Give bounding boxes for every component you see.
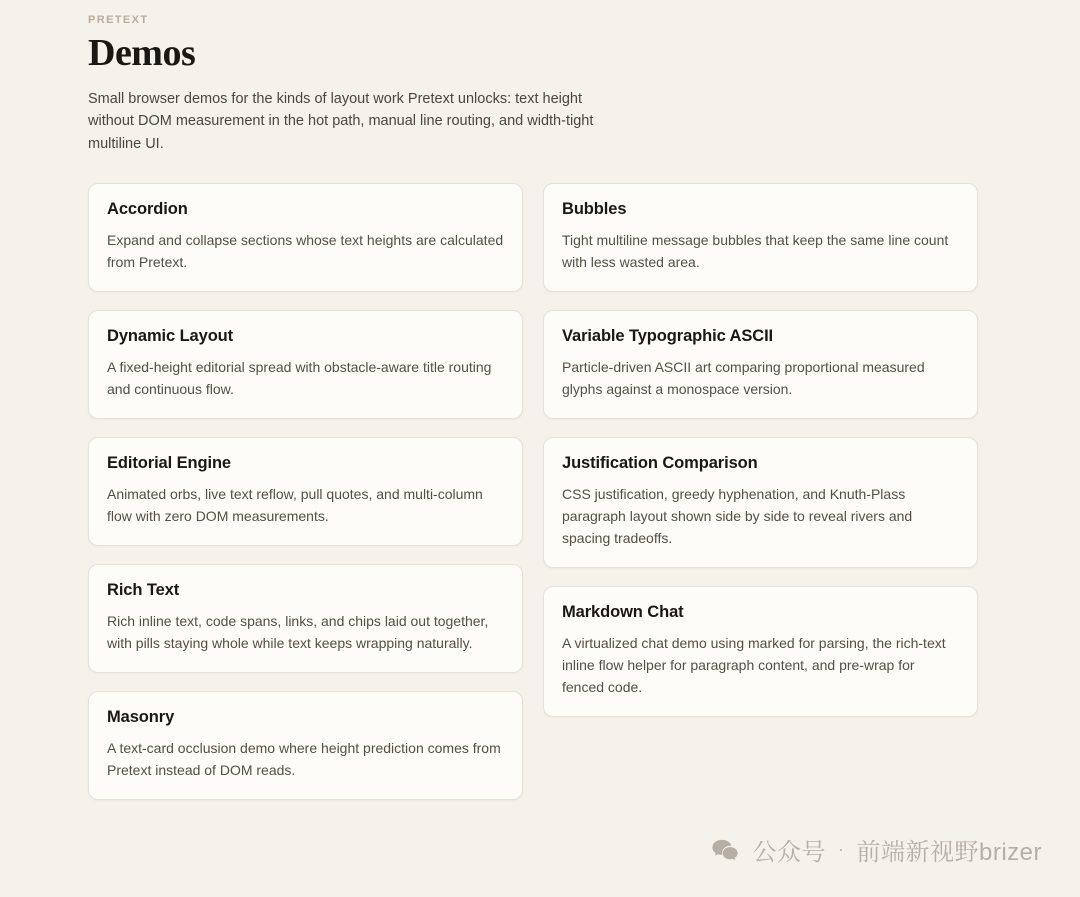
demo-card-title: Variable Typographic ASCII: [562, 327, 774, 346]
demo-card-bubbles[interactable]: [543, 183, 978, 292]
demo-card-description: Expand and collapse sections whose text heights are calculated from Pretext.: [107, 232, 504, 271]
demo-card-variable-typographic-ascii[interactable]: [543, 310, 978, 419]
demo-card-editorial-engine[interactable]: [88, 437, 523, 546]
demo-card-title: Justification Comparison: [562, 454, 758, 473]
demo-card-description: CSS justification, greedy hyphenation, and Knuth-Plass paragraph layout shown side by side to reveal rivers and spacing tradeoffs.: [562, 486, 913, 547]
eyebrow-label: PRETEXT: [88, 14, 149, 26]
wechat-icon: [710, 835, 740, 865]
demo-card-title: Masonry: [107, 708, 175, 727]
demo-card-description: A fixed-height editorial spread with obstacle-aware title routing and continuous flow.: [107, 359, 492, 398]
demo-card-rich-text[interactable]: [88, 564, 523, 673]
demo-card-title: Rich Text: [107, 581, 180, 600]
demo-card-description: A text-card occlusion demo where height prediction comes from Pretext instead of DOM reads.: [107, 740, 501, 779]
demo-card-description: Animated orbs, live text reflow, pull quotes, and multi-column flow with zero DOM measurements.: [107, 486, 483, 525]
watermark-label: 公众号: [752, 839, 826, 866]
demo-card-grid: [88, 183, 980, 800]
page-title: Demos: [88, 32, 196, 74]
demo-card-dynamic-layout[interactable]: [88, 310, 523, 419]
demo-card-description: Particle-driven ASCII art comparing proportional measured glyphs against a monospace version.: [562, 359, 925, 398]
watermark: [710, 832, 1042, 867]
demo-card-column-right: [543, 183, 978, 717]
demo-card-title: Markdown Chat: [562, 603, 684, 622]
demo-card-description: Rich inline text, code spans, links, and chips laid out together, with pills staying whole while text keeps wrapping naturally.: [107, 613, 489, 652]
demo-card-column-left: [88, 183, 523, 800]
page-intro: Small browser demos for the kinds of layout work Pretext unlocks: text height without DOM measurement in the hot path, manual line routing, and width-tight multiline UI.: [88, 90, 594, 152]
demo-card-title: Accordion: [107, 200, 188, 219]
demo-card-title: Dynamic Layout: [107, 327, 234, 346]
demo-card-accordion[interactable]: [88, 183, 523, 292]
watermark-account: 前端新视野brizer: [856, 839, 1042, 866]
demo-card-description: A virtualized chat demo using marked for parsing, the rich-text inline flow helper for paragraph content, and pre-wrap for fenced code.: [562, 635, 946, 696]
watermark-separator: ·: [837, 839, 845, 859]
demo-card-justification-comparison[interactable]: [543, 437, 978, 568]
demo-card-title: Bubbles: [562, 200, 627, 219]
demo-card-masonry[interactable]: [88, 691, 523, 800]
demo-card-description: Tight multiline message bubbles that keep the same line count with less wasted area.: [562, 232, 949, 271]
demo-card-markdown-chat[interactable]: [543, 586, 978, 717]
demo-card-title: Editorial Engine: [107, 454, 231, 473]
